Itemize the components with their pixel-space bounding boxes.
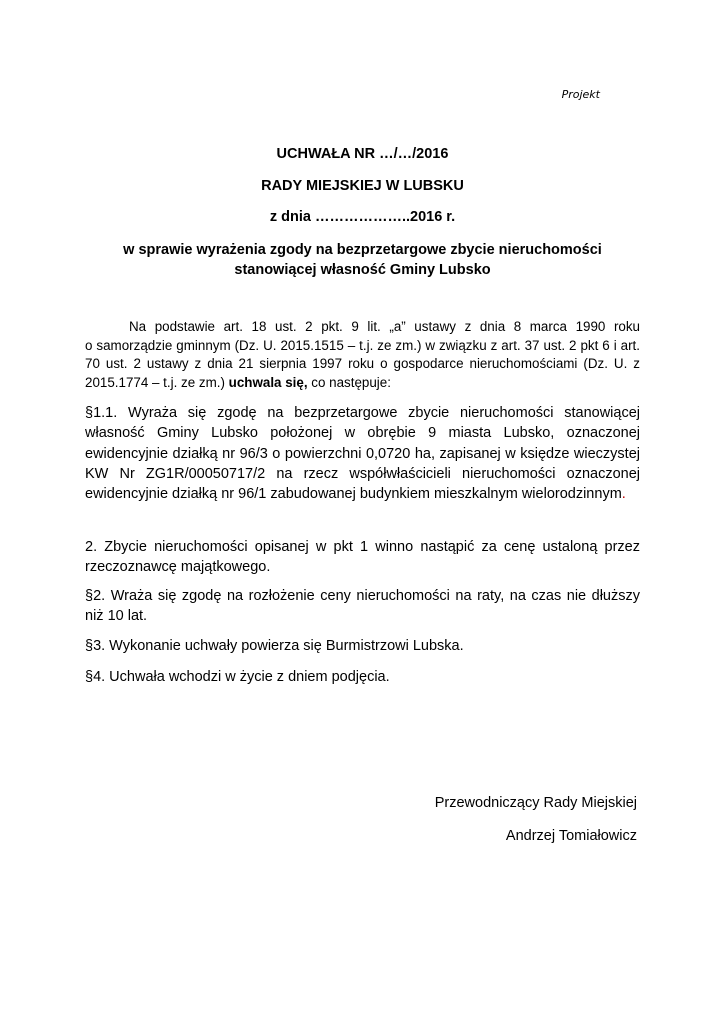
paragraph-1-1-end: . xyxy=(621,486,626,503)
legal-basis-first-line: Na podstawie art. 18 ust. 2 pkt. 9 lit. „a” ustawy z dnia 8 marca 1990 roku xyxy=(129,319,640,334)
paragraph-1-1 xyxy=(85,403,640,504)
signatory-name: Andrzej Tomiałowicz xyxy=(505,828,637,844)
resolution-subject xyxy=(60,240,665,280)
resolution-number: UCHWAŁA NR …/…/2016 xyxy=(276,146,449,162)
resolution-date: z dnia ………………..2016 r. xyxy=(269,209,456,225)
paragraph-3: §3. Wykonanie uchwały powierza się Burmistrzowi Lubska. xyxy=(85,638,464,654)
legal-basis-paragraph xyxy=(85,318,640,392)
legal-basis-bold: uchwala się, xyxy=(228,374,308,390)
legal-basis-tail: co następuje: xyxy=(307,374,391,390)
paragraph-4: §4. Uchwała wchodzi w życie z dniem podjęcia. xyxy=(85,669,390,685)
signatory-role: Przewodniczący Rady Miejskiej xyxy=(434,795,637,811)
subject-line-1: w sprawie wyrażenia zgody na bezprzetargowe zbycie nieruchomości xyxy=(123,242,602,258)
paragraph-2: §2. Wraża się zgodę na rozłożenie ceny nieruchomości na raty, na czas nie dłuższy niż 10 lat. xyxy=(85,588,640,625)
subject-line-2: stanowiącej własność Gminy Lubsko xyxy=(234,262,491,278)
paragraph-1-1-text: §1.1. Wyraża się zgodę na bezprzetargowe zbycie nieruchomości stanowiącej własność Gminy Lubsko położonej w obrębie 9 miasta Lubsko, oznaczonej ewidencyjnie działką nr 96/3 o powierzchni 0,0720 ha, zapisanej w księdze wieczystej KW Nr ZG1R/00050717/2 na rzecz współwłaścicieli nieruchomości oznaczonej ewidencyjnie działką nr 96/1 zabudowanej budynkiem mieszkalnym wielorodzinnym xyxy=(85,405,640,503)
council-name: RADY MIEJSKIEJ W LUBSKU xyxy=(261,178,464,194)
paragraph-1-2: 2. Zbycie nieruchomości opisanej w pkt 1 winno nastąpić za cenę ustaloną przez rzeczoznawcę majątkowego. xyxy=(85,539,640,576)
draft-label: Projekt xyxy=(561,88,600,101)
legal-basis-text: o samorządzie gminnym (Dz. U. 2015.1515 – t.j. ze zm.) w związku z art. 37 ust. 2 pkt 6 i art. 70 ust. 2 ustawy z dnia 21 sierpnia 1997 roku o gospodarce nieruchomościami (Dz. U. z 2015.1774 – t.j. ze zm.) xyxy=(85,337,640,390)
